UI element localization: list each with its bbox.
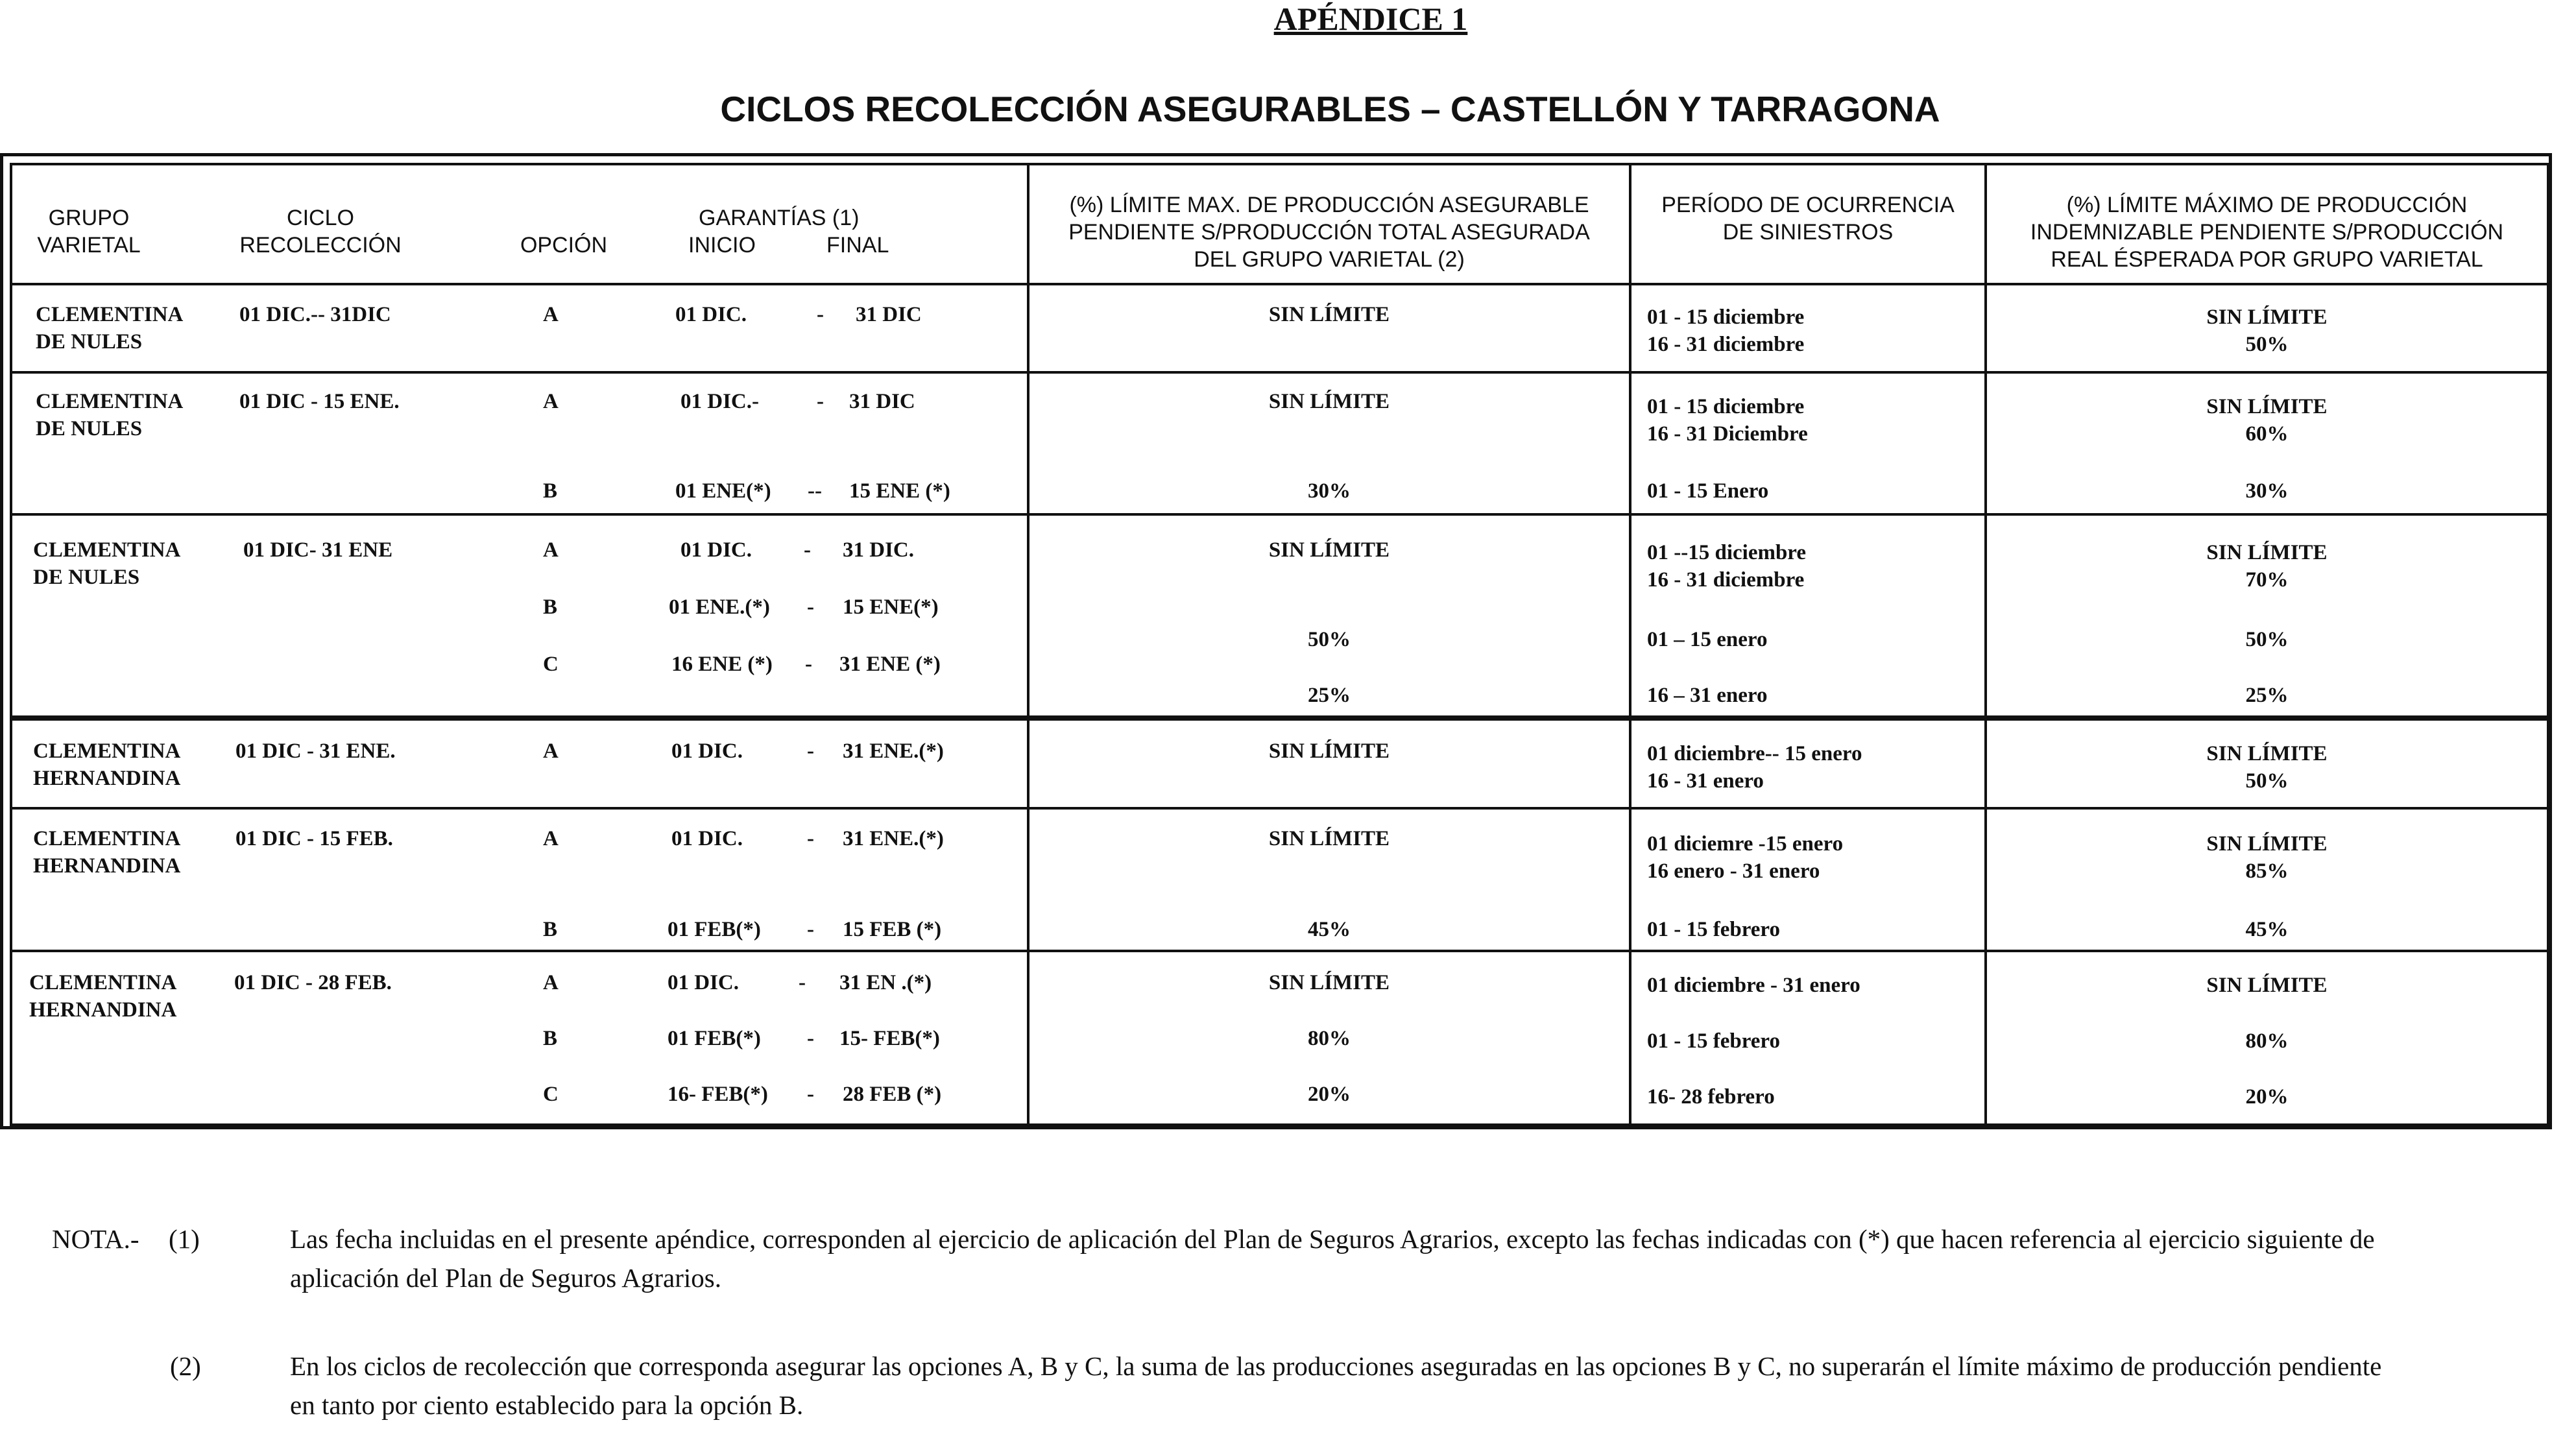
table-row: CLEMENTINA HERNANDINA 01 DIC - 31 ENE. A 01 DIC. - 31 ENE.(*) SIN LÍMITE 01 diciembre-- 15 enero 16 - 31 enero SIN LÍMITE 50% [11, 718, 2548, 808]
table-row: CLEMENTINA DE NULES 01 DIC- 31 ENE A 01 DIC. - 31 DIC. B 01 ENE.(*) - 15 ENE(*) C 16 ENE (*) - 31 ENE (*) SIN LÍMITE 50% 25% 01 --15 diciembre 16 - 31 diciembre 01 – 15 enero 16 – 31 enero SIN LÍMITE 70% 50% 25% [11, 514, 2548, 718]
header-left-group: GRUPO VARIETAL CICLO RECOLECCIÓN OPCIÓN GARANTÍAS (1) INICIO FINAL [11, 164, 1028, 284]
table-row: CLEMENTINA DE NULES 01 DIC.-- 31DIC A 01 DIC. - 31 DIC SIN LÍMITE 01 - 15 diciembre 16 - 31 diciembre SIN LÍMITE 50% [11, 284, 2548, 372]
cycles-table-grid [10, 163, 2549, 1126]
header-grupo: GRUPO [48, 206, 130, 230]
page-subtitle: CICLOS RECOLECCIÓN ASEGURABLES – CASTELLÓN Y TARRAGONA [720, 89, 1940, 129]
header-final: FINAL [826, 233, 889, 258]
table-row: CLEMENTINA HERNANDINA 01 DIC - 15 FEB. A 01 DIC. - 31 ENE.(*) B 01 FEB(*) - 15 FEB (*) SIN LÍMITE 45% 01 diciemre -15 enero 16 enero - 31 enero 01 - 15 febrero SIN LÍMITE 85% 45% [11, 808, 2548, 951]
table-row: CLEMENTINA HERNANDINA 01 DIC - 28 FEB. A 01 DIC. - 31 EN .(*) B 01 FEB(*) - 15- FEB(*) C 16- FEB(*) - 28 FEB (*) SIN LÍMITE 80% 20% 01 diciembre - 31 enero 01 - 15 febrero 16- 28 febrero SIN LÍMITE 80% 20% [11, 951, 2548, 1125]
header-garantias: GARANTÍAS (1) [699, 206, 860, 230]
header-opcion: OPCIÓN [520, 233, 608, 258]
cycles-table [0, 153, 2552, 1129]
header-indemnizable: (%) LÍMITE MÁXIMO DE PRODUCCIÓN INDEMNIZABLE PENDIENTE S/PRODUCCIÓN REAL ÉSPERADA POR GRUPO VARIETAL [1986, 164, 2548, 284]
header-ciclo: CICLO [287, 206, 354, 230]
page-title: APÉNDICE 1 [1273, 1, 1468, 37]
table-row: CLEMENTINA DE NULES 01 DIC - 15 ENE. A 01 DIC.- - 31 DIC B 01 ENE(*) -- 15 ENE (*) SIN LÍMITE 30% 01 - 15 diciembre 16 - 31 Diciembre 01 - 15 Enero SIN LÍMITE 60% 30% [11, 372, 2548, 514]
nota-label: NOTA.- [52, 1224, 139, 1254]
header-periodo: PERÍODO DE OCURRENCIA DE SINIESTROS [1630, 164, 1986, 284]
header-inicio: INICIO [688, 233, 756, 258]
header-limite-max: (%) LÍMITE MAX. DE PRODUCCIÓN ASEGURABLE PENDIENTE S/PRODUCCIÓN TOTAL ASEGURADA DEL GRUPO VARIETAL (2) [1028, 164, 1630, 284]
table-header-row [11, 164, 2548, 284]
